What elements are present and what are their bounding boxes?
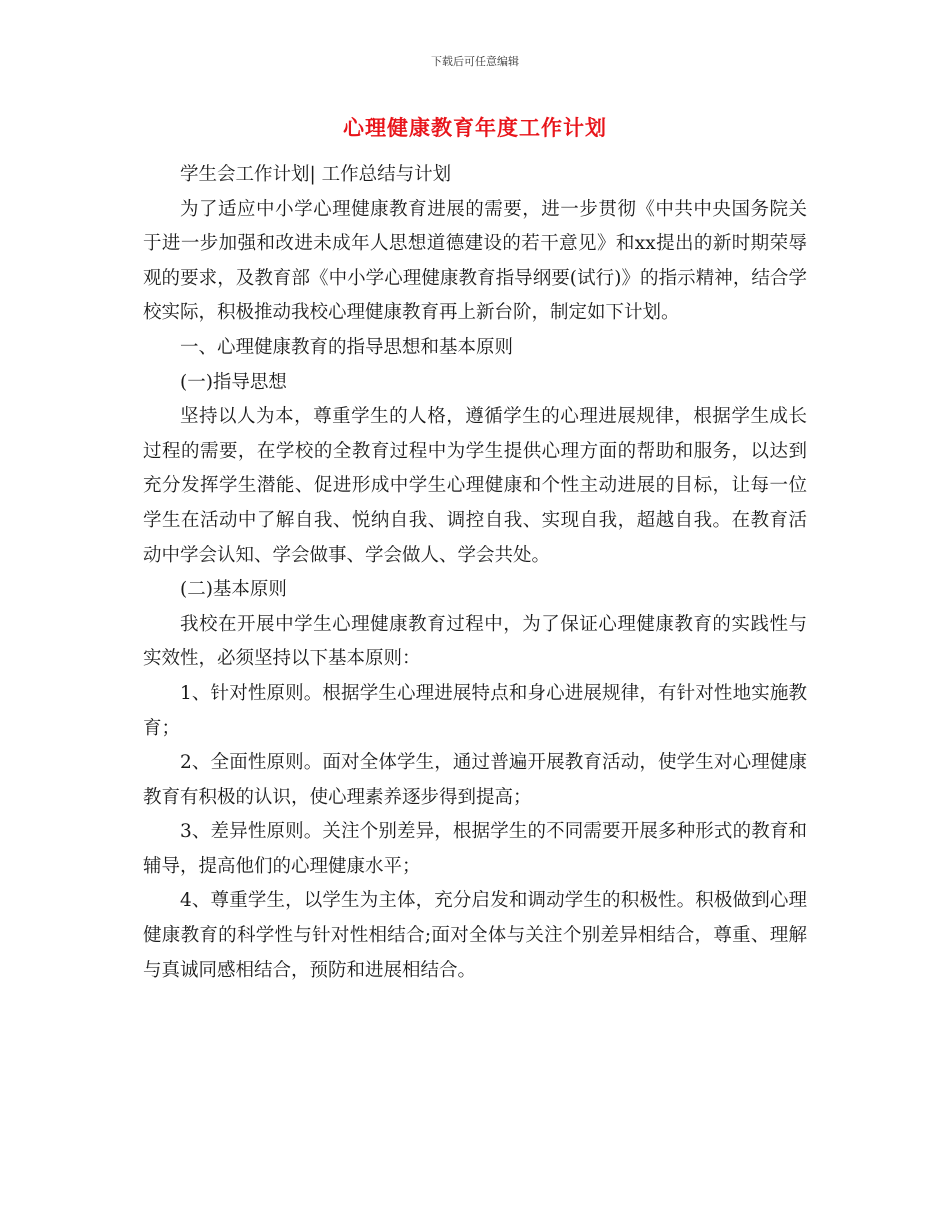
document-title: 心理健康教育年度工作计划 [343, 116, 607, 140]
paragraph: 为了适应中小学心理健康教育进展的需要，进一步贯彻《中共中央国务院关于进一步加强和改进未成年人思想道德建设的若干意见》和xx提出的新时期荣辱观的要求，及教育部《中小学心理健康教育指导纲要(试行)》的指示精神，结合学校实际，积极推动我校心理健康教育再上新台阶，制定如下计划。 [143, 198, 807, 324]
list-item: 2、全面性原则。面对全体学生，通过普遍开展教育活动，使学生对心理健康教育有积极的认识，使心理素养逐步得到提高； [143, 752, 807, 808]
list-item: 1、针对性原则。根据学生心理进展特点和身心进展规律，有针对性地实施教育； [143, 682, 807, 739]
paragraph: 学生会工作计划| 工作总结与计划 [180, 164, 452, 185]
list-item: 4、尊重学生，以学生为主体，充分启发和调动学生的积极性。积极做到心理健康教育的科学性与针对性相结合;面对全体与关注个别差异相结合，尊重、理解与真诚同感相结合，预防和进展相结合。 [143, 890, 807, 981]
subsection-heading: (一)指导思想 [180, 371, 287, 393]
list-item: 3、差异性原则。关注个别差异，根据学生的不同需要开展多种形式的教育和辅导，提高他们的心理健康水平； [143, 821, 807, 877]
section-heading: 一、心理健康教育的指导思想和基本原则 [180, 336, 514, 358]
subsection-heading: (二)基本原则 [180, 579, 287, 601]
paragraph: 我校在开展中学生心理健康教育过程中，为了保证心理健康教育的实践性与实效性，必须坚持以下基本原则： [143, 613, 807, 670]
document-body [143, 158, 807, 988]
paragraph: 坚持以人为本，尊重学生的人格，遵循学生的心理进展规律，根据学生成长过程的需要，在学校的全教育过程中为学生提供心理方面的帮助和服务，以达到充分发挥学生潜能、促进形成中学生心理健康和个性主动进展的目标，让每一位学生在活动中了解自我、悦纳自我、调控自我、实现自我，超越自我。在教育活动中学会认知、学会做事、学会做人、学会共处。 [143, 406, 807, 566]
header-note: 下载后可任意编辑 [431, 55, 519, 68]
